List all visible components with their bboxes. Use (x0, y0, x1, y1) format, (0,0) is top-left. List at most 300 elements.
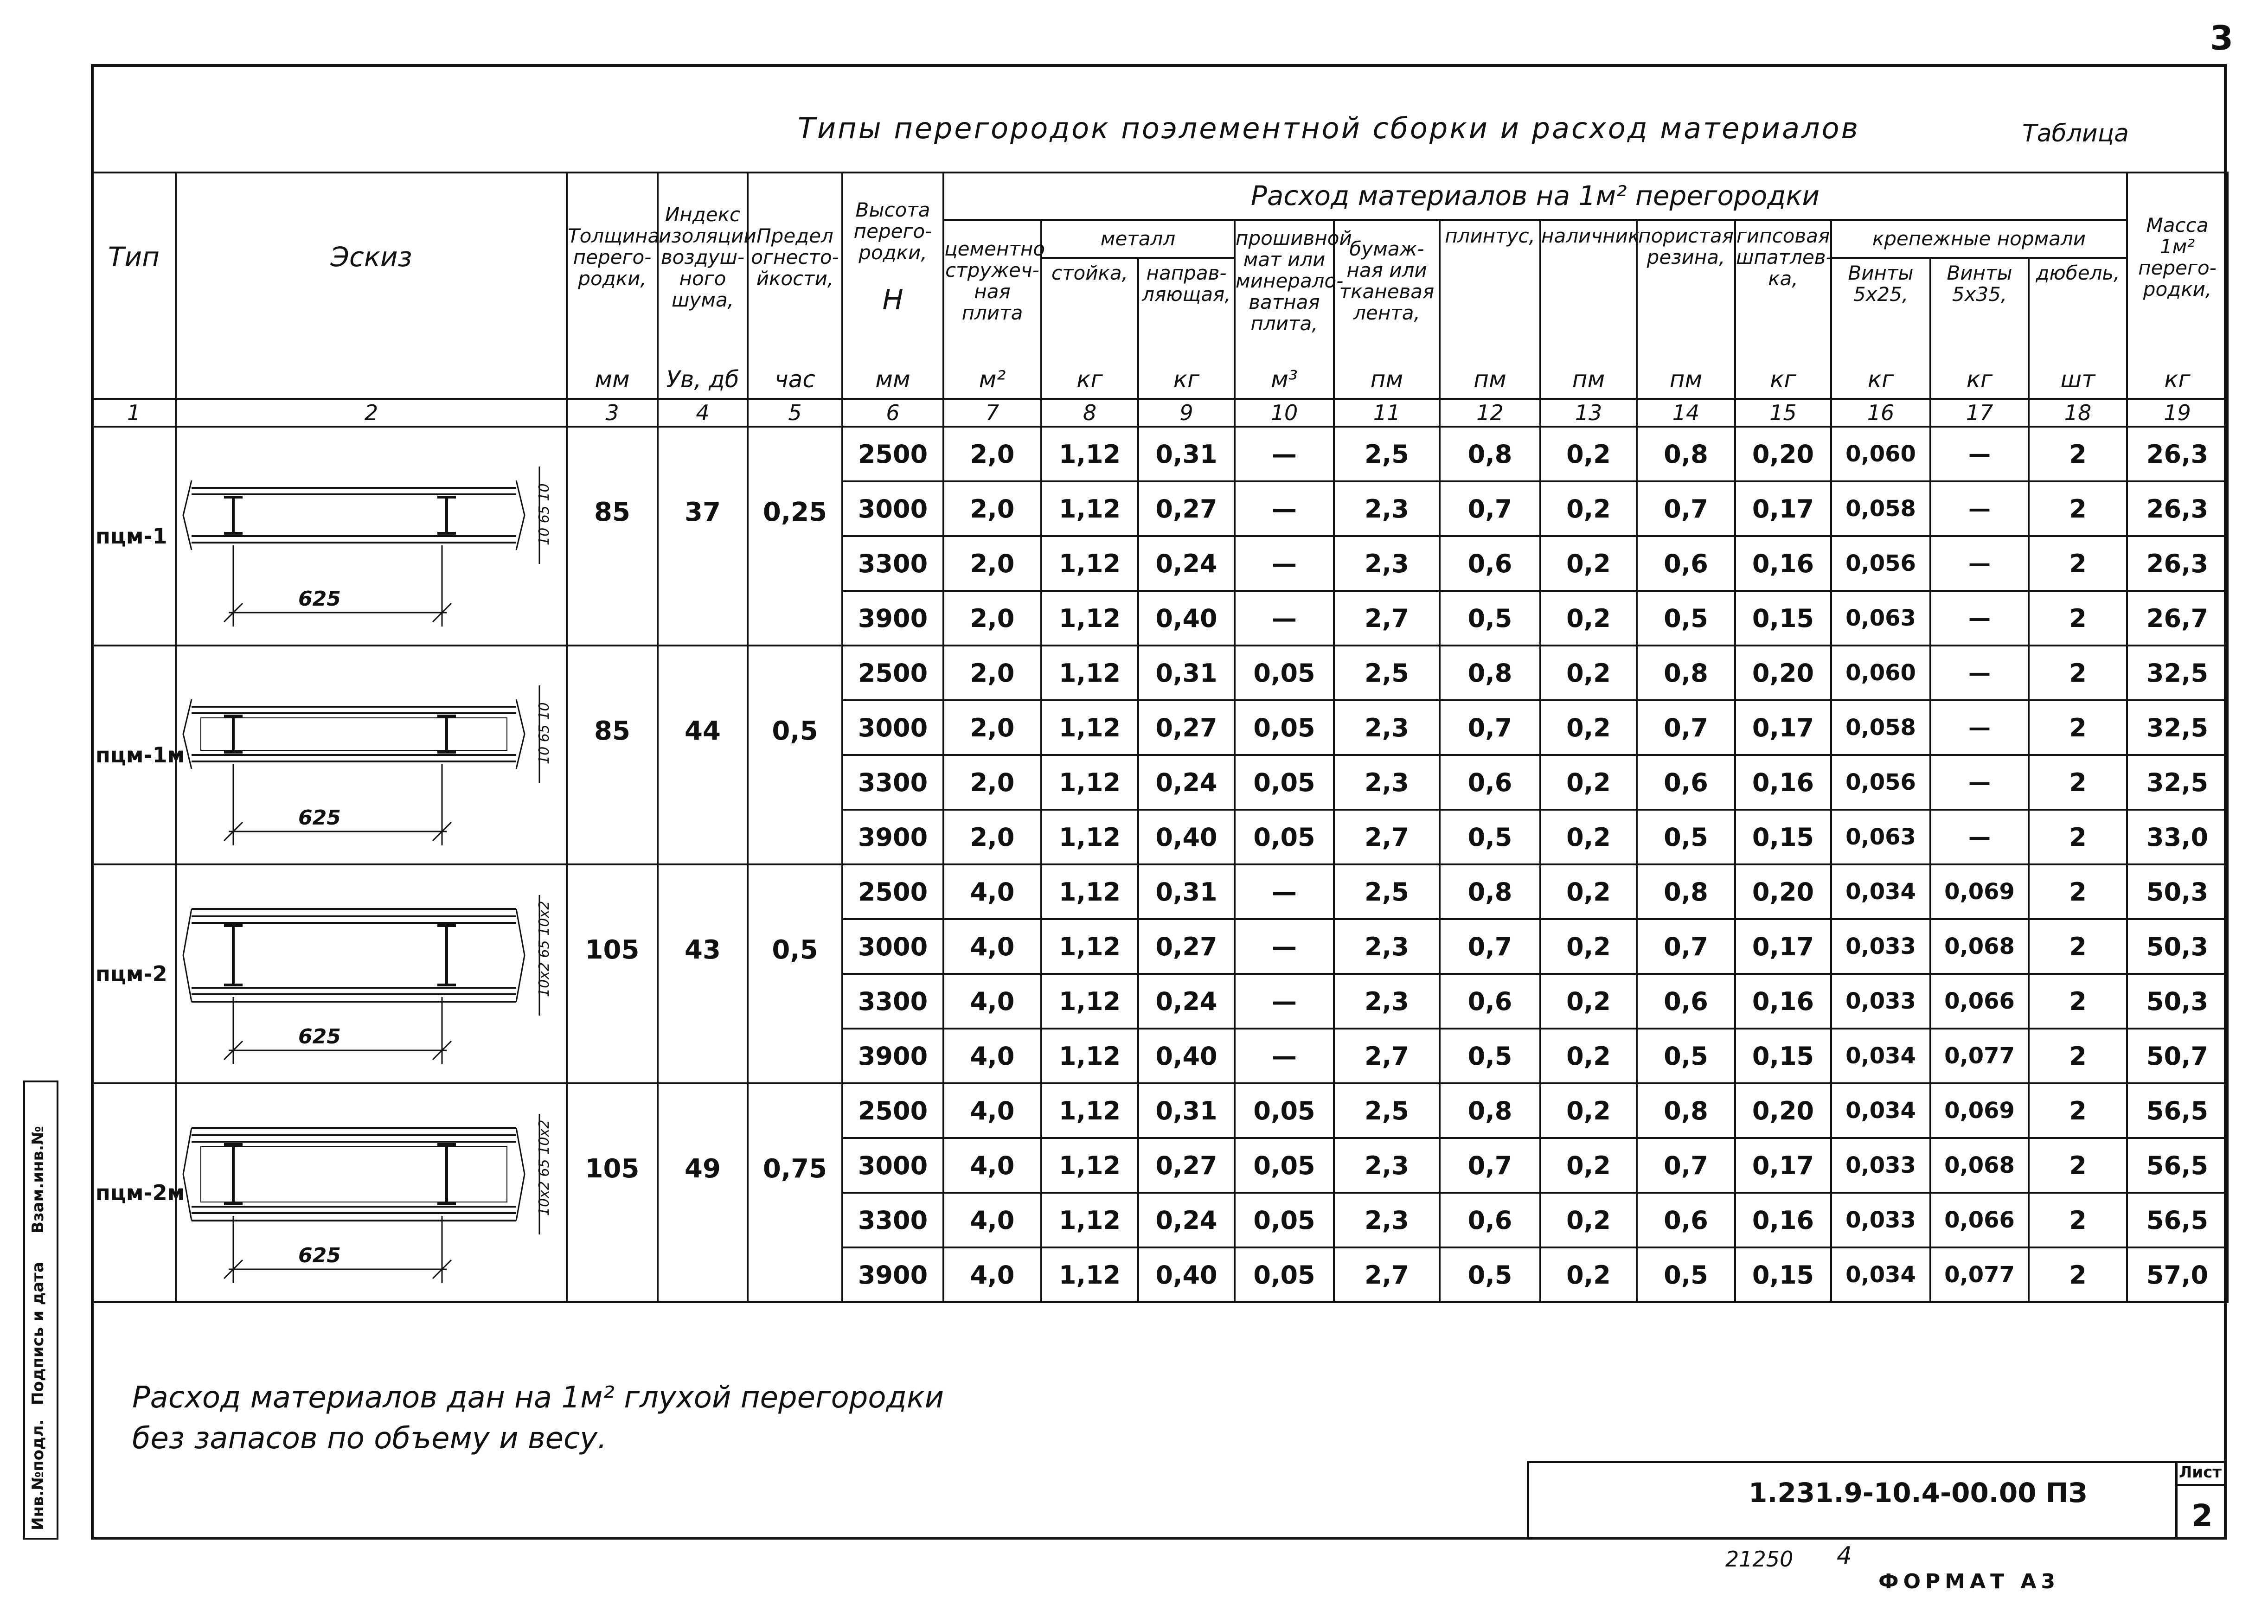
column-number: 18 (2029, 399, 2127, 427)
table-cell: 0,05 (1235, 755, 1334, 810)
table-cell: 2,7 (1334, 1029, 1440, 1083)
unit-cell: Ув, дб (658, 341, 748, 399)
table-cell: 1,12 (1041, 1029, 1138, 1083)
table-cell: 4,0 (943, 1138, 1041, 1193)
table-cell: — (1930, 755, 2029, 810)
table-cell: 3000 (842, 919, 943, 974)
table-cell: 0,2 (1540, 700, 1637, 755)
table-cell: 0,058 (1831, 700, 1930, 755)
unit-cell: мм (567, 341, 658, 399)
table-cell: 32,5 (2127, 700, 2228, 755)
table-cell: 0,034 (1831, 864, 1930, 919)
table-cell: 26,3 (2127, 481, 2228, 536)
table-cell: 1,12 (1041, 700, 1138, 755)
header-rubber: пористая резина, (1637, 220, 1735, 341)
unit-cell: пм (1540, 341, 1637, 399)
sketch-side-dimensions: 10x2 65 10x2 (536, 901, 552, 997)
table-cell: 0,2 (1540, 1193, 1637, 1247)
header-casing: наличник (1540, 220, 1637, 341)
header-plinth: плинтус, (1440, 220, 1540, 341)
unit-cell: кг (1930, 341, 2029, 399)
table-cell: 2 (2029, 1029, 2127, 1083)
table-cell: — (1235, 864, 1334, 919)
partition-insulation: 37 (658, 427, 748, 646)
table-cell: 0,2 (1540, 810, 1637, 864)
table-cell: 4,0 (943, 864, 1041, 919)
column-number: 5 (748, 399, 842, 427)
table-cell: 0,31 (1138, 1083, 1235, 1138)
table-cell: — (1930, 536, 2029, 591)
column-number: 19 (2127, 399, 2228, 427)
table-cell: 0,05 (1235, 810, 1334, 864)
table-cell: 3300 (842, 536, 943, 591)
table-cell: 26,3 (2127, 536, 2228, 591)
table-cell: 1,12 (1041, 864, 1138, 919)
header-stand: стойка, (1041, 258, 1138, 341)
unit-cell: пм (1440, 341, 1540, 399)
unit-cell: пм (1334, 341, 1440, 399)
header-screws-5x25: Винты 5х25, (1831, 258, 1930, 341)
column-number: 14 (1637, 399, 1735, 427)
table-cell: 0,16 (1735, 974, 1831, 1029)
table-cell: 1,12 (1041, 810, 1138, 864)
column-number: 17 (1930, 399, 2029, 427)
table-cell: 2,0 (943, 481, 1041, 536)
table-cell: 2,3 (1334, 1193, 1440, 1247)
partition-sketch-drawing (178, 429, 565, 641)
table-cell: 0,066 (1930, 1193, 2029, 1247)
header-insulation: Индекс изоляции воздуш-ного шума, (658, 173, 748, 341)
header-putty: гипсовая шпатлев-ка, (1735, 220, 1831, 341)
table-cell: 2,5 (1334, 427, 1440, 481)
table-cell: 0,2 (1540, 864, 1637, 919)
table-cell: 0,7 (1637, 919, 1735, 974)
partition-sketch (176, 427, 567, 646)
table-cell: 0,6 (1637, 755, 1735, 810)
unit-cell: кг (1831, 341, 1930, 399)
header-height-label: Высота перего-родки, (853, 198, 932, 264)
table-cell: 0,069 (1930, 864, 2029, 919)
table-cell: 2,0 (943, 810, 1041, 864)
table-cell: 0,7 (1440, 919, 1540, 974)
table-cell: 3900 (842, 1247, 943, 1302)
table-cell: 0,24 (1138, 755, 1235, 810)
table-cell: — (1235, 427, 1334, 481)
table-cell: — (1235, 536, 1334, 591)
table-cell: — (1235, 974, 1334, 1029)
page-number: 3 (2210, 19, 2234, 58)
table-cell: 0,7 (1637, 1138, 1735, 1193)
table-cell: 1,12 (1041, 481, 1138, 536)
column-number: 8 (1041, 399, 1138, 427)
table-cell: 4,0 (943, 1193, 1041, 1247)
table-cell: 0,7 (1440, 1138, 1540, 1193)
table-cell: 0,034 (1831, 1083, 1930, 1138)
unit-cell: час (748, 341, 842, 399)
partition-fire: 0,25 (748, 427, 842, 646)
header-cement: цементно стружеч-ная плита (943, 220, 1041, 341)
table-cell: 0,20 (1735, 1083, 1831, 1138)
header-mat: прошивной мат или минерало-ватная плита, (1235, 220, 1334, 341)
side-label-replacement: Взам.инв.№ (29, 1126, 47, 1234)
table-cell: 1,12 (1041, 755, 1138, 810)
table-cell: 2 (2029, 646, 2127, 700)
sketch-dimension: 625 (298, 587, 341, 611)
table-cell: 2 (2029, 1138, 2127, 1193)
partition-type: пцм-1м (92, 646, 176, 864)
table-cell: 0,27 (1138, 700, 1235, 755)
table-cell: 0,6 (1440, 1193, 1540, 1247)
table-cell: 0,2 (1540, 974, 1637, 1029)
footnote (132, 1377, 944, 1459)
column-number: 13 (1540, 399, 1637, 427)
table-cell: 0,17 (1735, 481, 1831, 536)
table-cell: 0,24 (1138, 974, 1235, 1029)
table-cell: 32,5 (2127, 646, 2228, 700)
table-cell: 0,068 (1930, 919, 2029, 974)
partition-fire: 0,5 (748, 864, 842, 1083)
table-cell: 1,12 (1041, 427, 1138, 481)
table-cell: 0,31 (1138, 427, 1235, 481)
table-cell: 1,12 (1041, 536, 1138, 591)
table-cell: 2 (2029, 481, 2127, 536)
sheet-number: 2 (2191, 1498, 2213, 1534)
sketch-side-dimensions: 10x2 65 10x2 (536, 1119, 552, 1216)
table-cell: 0,8 (1440, 1083, 1540, 1138)
unit-cell: кг (2127, 341, 2228, 399)
table-cell: 0,066 (1930, 974, 2029, 1029)
table-cell: 0,2 (1540, 1029, 1637, 1083)
bottom-code: 21250 (1725, 1547, 1794, 1572)
table-cell: 0,17 (1735, 919, 1831, 974)
column-number: 6 (842, 399, 943, 427)
table-cell: 2,7 (1334, 591, 1440, 646)
header-tape: бумаж-ная или тканевая лента, (1334, 220, 1440, 341)
partition-fire: 0,5 (748, 646, 842, 864)
table-cell: 0,7 (1637, 481, 1735, 536)
table-cell: 0,8 (1637, 427, 1735, 481)
table-cell: 1,12 (1041, 974, 1138, 1029)
table-row (92, 864, 2228, 919)
table-row (92, 1083, 2228, 1138)
table-cell: 2,0 (943, 700, 1041, 755)
table-cell: 0,31 (1138, 646, 1235, 700)
table-cell: 3900 (842, 810, 943, 864)
unit-cell: кг (1735, 341, 1831, 399)
table-cell: 0,05 (1235, 700, 1334, 755)
table-cell: 3300 (842, 974, 943, 1029)
table-cell: 0,40 (1138, 1247, 1235, 1302)
partition-sketch-drawing (178, 1086, 565, 1298)
table-cell: 1,12 (1041, 591, 1138, 646)
partition-thickness: 105 (567, 864, 658, 1083)
document-code: 1.231.9-10.4-00.00 ПЗ (1749, 1477, 2088, 1509)
table-cell: — (1930, 427, 2029, 481)
table-cell: 0,033 (1831, 1138, 1930, 1193)
table-cell: 2,5 (1334, 864, 1440, 919)
table-cell: 2,3 (1334, 536, 1440, 591)
table-cell: 3900 (842, 591, 943, 646)
table-cell: 0,8 (1637, 864, 1735, 919)
partition-insulation: 49 (658, 1083, 748, 1302)
header-metal: металл (1041, 220, 1235, 258)
table-cell: 2 (2029, 1193, 2127, 1247)
column-number: 10 (1235, 399, 1334, 427)
table-cell: 0,6 (1440, 536, 1540, 591)
table-cell: 0,2 (1540, 1247, 1637, 1302)
table-cell: — (1930, 646, 2029, 700)
table-cell: 50,3 (2127, 919, 2228, 974)
table-cell: 26,7 (2127, 591, 2228, 646)
partition-insulation: 44 (658, 646, 748, 864)
table-cell: 56,5 (2127, 1083, 2228, 1138)
table-cell: 0,5 (1637, 1029, 1735, 1083)
table-cell: 0,056 (1831, 536, 1930, 591)
bottom-number: 4 (1837, 1542, 1852, 1570)
sketch-side-dimensions: 10 65 10 (536, 702, 552, 764)
table-cell: 0,068 (1930, 1138, 2029, 1193)
table-cell: 0,2 (1540, 536, 1637, 591)
table-cell: — (1235, 481, 1334, 536)
column-number: 11 (1334, 399, 1440, 427)
table-cell: 56,5 (2127, 1138, 2228, 1193)
table-cell: 0,15 (1735, 810, 1831, 864)
table-cell: 1,12 (1041, 646, 1138, 700)
table-cell: 0,058 (1831, 481, 1930, 536)
column-number-row (92, 399, 2228, 427)
table-cell: 2 (2029, 700, 2127, 755)
table-cell: — (1930, 700, 2029, 755)
table-cell: 0,5 (1637, 591, 1735, 646)
side-label-inv: Инв.№подл. (29, 1419, 47, 1530)
table-cell: 0,5 (1440, 810, 1540, 864)
partition-thickness: 85 (567, 427, 658, 646)
table-cell: 1,12 (1041, 1138, 1138, 1193)
column-number: 12 (1440, 399, 1540, 427)
partition-type: пцм-2 (92, 864, 176, 1083)
table-cell: 4,0 (943, 974, 1041, 1029)
table-cell: 2,7 (1334, 1247, 1440, 1302)
partition-sketch (176, 864, 567, 1083)
header-thickness: Толщина перего-родки, (567, 173, 658, 341)
table-cell: 2 (2029, 864, 2127, 919)
table-cell: 0,6 (1440, 755, 1540, 810)
table-cell: 1,12 (1041, 919, 1138, 974)
table-cell: 2,0 (943, 646, 1041, 700)
partition-thickness: 105 (567, 1083, 658, 1302)
table-cell: 3000 (842, 481, 943, 536)
table-cell: 50,7 (2127, 1029, 2228, 1083)
table-cell: 2 (2029, 591, 2127, 646)
table-title: Типы перегородок поэлементной сборки и расход материалов (798, 111, 1860, 145)
table-cell: 0,15 (1735, 1247, 1831, 1302)
table-cell: 4,0 (943, 1083, 1041, 1138)
table-cell: 0,060 (1831, 646, 1930, 700)
table-cell: 2,0 (943, 427, 1041, 481)
table-cell: 0,5 (1637, 1247, 1735, 1302)
table-cell: 2 (2029, 919, 2127, 974)
table-cell: 2,5 (1334, 1083, 1440, 1138)
partition-thickness: 85 (567, 646, 658, 864)
table-cell: 0,060 (1831, 427, 1930, 481)
table-cell: 0,31 (1138, 864, 1235, 919)
table-cell: 56,5 (2127, 1193, 2228, 1247)
column-number: 3 (567, 399, 658, 427)
header-fire: Предел огнесто-йкости, (748, 173, 842, 341)
table-cell: 2,5 (1334, 646, 1440, 700)
table-cell: 2500 (842, 427, 943, 481)
table-cell: 0,40 (1138, 591, 1235, 646)
unit-cell: м³ (1235, 341, 1334, 399)
table-cell: 0,063 (1831, 810, 1930, 864)
unit-cell: кг (1041, 341, 1138, 399)
table-cell: 2 (2029, 536, 2127, 591)
partition-sketch-drawing (178, 867, 565, 1079)
table-cell: 2,3 (1334, 974, 1440, 1029)
table-cell: 0,05 (1235, 1138, 1334, 1193)
header-guide: направ-ляющая, (1138, 258, 1235, 341)
partition-type: пцм-2м (92, 1083, 176, 1302)
table-cell: 2,3 (1334, 481, 1440, 536)
partition-sketch (176, 646, 567, 864)
table-row (92, 646, 2228, 700)
table-cell: 33,0 (2127, 810, 2228, 864)
table-cell: 50,3 (2127, 974, 2228, 1029)
partition-fire: 0,75 (748, 1083, 842, 1302)
table-cell: 0,069 (1930, 1083, 2029, 1138)
table-cell: 0,7 (1440, 700, 1540, 755)
table-cell: 0,5 (1440, 1029, 1540, 1083)
unit-cell: кг (1138, 341, 1235, 399)
table-cell: 3300 (842, 755, 943, 810)
header-screws-5x35: Винты 5х35, (1930, 258, 2029, 341)
column-number: 15 (1735, 399, 1831, 427)
table-cell: 0,8 (1440, 646, 1540, 700)
table-cell: 0,033 (1831, 919, 1930, 974)
column-number: 7 (943, 399, 1041, 427)
column-number: 2 (176, 399, 567, 427)
table-cell: 4,0 (943, 1247, 1041, 1302)
table-cell: 2 (2029, 755, 2127, 810)
table-cell: 3000 (842, 700, 943, 755)
table-cell: 0,05 (1235, 1247, 1334, 1302)
table-cell: 2500 (842, 1083, 943, 1138)
sheet-divider (2175, 1484, 2227, 1486)
table-cell: 0,15 (1735, 1029, 1831, 1083)
unit-cell (92, 341, 176, 399)
table-cell: 2 (2029, 427, 2127, 481)
table-cell: 0,27 (1138, 919, 1235, 974)
table-cell: 0,05 (1235, 1083, 1334, 1138)
header-height-symbol: Н (882, 284, 903, 317)
header-mass: Масса 1м² перего-родки, (2127, 173, 2228, 341)
table-label: Таблица (2022, 120, 2129, 147)
table-cell: 2 (2029, 1247, 2127, 1302)
partition-type: пцм-1 (92, 427, 176, 646)
table-cell: 0,6 (1440, 974, 1540, 1029)
table-cell: 0,27 (1138, 481, 1235, 536)
table-cell: 0,2 (1540, 919, 1637, 974)
table-cell: 0,077 (1930, 1247, 2029, 1302)
table-cell: — (1930, 591, 2029, 646)
table-cell: 0,034 (1831, 1029, 1930, 1083)
header-sketch: Эскиз (176, 173, 567, 341)
table-cell: 0,2 (1540, 427, 1637, 481)
table-cell: 0,8 (1637, 1083, 1735, 1138)
table-cell: 2,3 (1334, 755, 1440, 810)
table-cell: 0,24 (1138, 536, 1235, 591)
table-cell: 0,2 (1540, 481, 1637, 536)
table-cell: 2,3 (1334, 919, 1440, 974)
table-cell: 0,27 (1138, 1138, 1235, 1193)
table-row (92, 427, 2228, 481)
footnote-line-1: Расход материалов дан на 1м² глухой перегородки (132, 1381, 944, 1415)
partition-sketch (176, 1083, 567, 1302)
table-cell: 2,0 (943, 755, 1041, 810)
column-number: 1 (92, 399, 176, 427)
partition-insulation: 43 (658, 864, 748, 1083)
table-cell: 0,2 (1540, 1083, 1637, 1138)
table-cell: 0,24 (1138, 1193, 1235, 1247)
sketch-dimension: 625 (298, 1244, 341, 1267)
table-cell: 0,2 (1540, 591, 1637, 646)
table-cell: 2 (2029, 974, 2127, 1029)
sheet-label: Лист (2179, 1463, 2222, 1482)
materials-table (91, 172, 2229, 1303)
table-cell: — (1235, 1029, 1334, 1083)
unit-cell: шт (2029, 341, 2127, 399)
unit-cell: м² (943, 341, 1041, 399)
table-cell: — (1930, 810, 2029, 864)
header-consumption: Расход материалов на 1м² перегородки (943, 173, 2127, 220)
table-cell: 1,12 (1041, 1193, 1138, 1247)
table-cell: 0,20 (1735, 427, 1831, 481)
table-cell: 0,6 (1637, 1193, 1735, 1247)
table-cell: 0,7 (1637, 700, 1735, 755)
table-cell: 0,17 (1735, 700, 1831, 755)
table-cell: 0,16 (1735, 536, 1831, 591)
side-label-signature: Подпись и дата (29, 1262, 47, 1405)
table-cell: 0,063 (1831, 591, 1930, 646)
table-cell: 0,05 (1235, 646, 1334, 700)
partition-sketch-drawing (178, 648, 565, 860)
table-cell: 0,8 (1637, 646, 1735, 700)
table-cell: 32,5 (2127, 755, 2228, 810)
table-cell: 0,5 (1440, 1247, 1540, 1302)
unit-cell: мм (842, 341, 943, 399)
table-cell: 2,0 (943, 536, 1041, 591)
table-cell: 26,3 (2127, 427, 2228, 481)
header-dowel: дюбель, (2029, 258, 2127, 341)
footnote-line-2: без запасов по объему и весу. (132, 1421, 607, 1456)
sketch-dimension: 625 (298, 806, 341, 830)
table-cell: 2500 (842, 646, 943, 700)
table-cell: 2500 (842, 864, 943, 919)
table-cell: 2,3 (1334, 700, 1440, 755)
table-cell: 2 (2029, 1083, 2127, 1138)
table-cell: 0,056 (1831, 755, 1930, 810)
header-fasteners: крепежные нормали (1831, 220, 2127, 258)
table-cell: 0,15 (1735, 591, 1831, 646)
table-cell: 57,0 (2127, 1247, 2228, 1302)
table-cell: 0,077 (1930, 1029, 2029, 1083)
table-cell: 0,5 (1637, 810, 1735, 864)
unit-cell: пм (1637, 341, 1735, 399)
table-cell: 0,033 (1831, 1193, 1930, 1247)
table-cell: 0,8 (1440, 427, 1540, 481)
sketch-side-dimensions: 10 65 10 (536, 483, 552, 545)
table-cell: 0,6 (1637, 974, 1735, 1029)
